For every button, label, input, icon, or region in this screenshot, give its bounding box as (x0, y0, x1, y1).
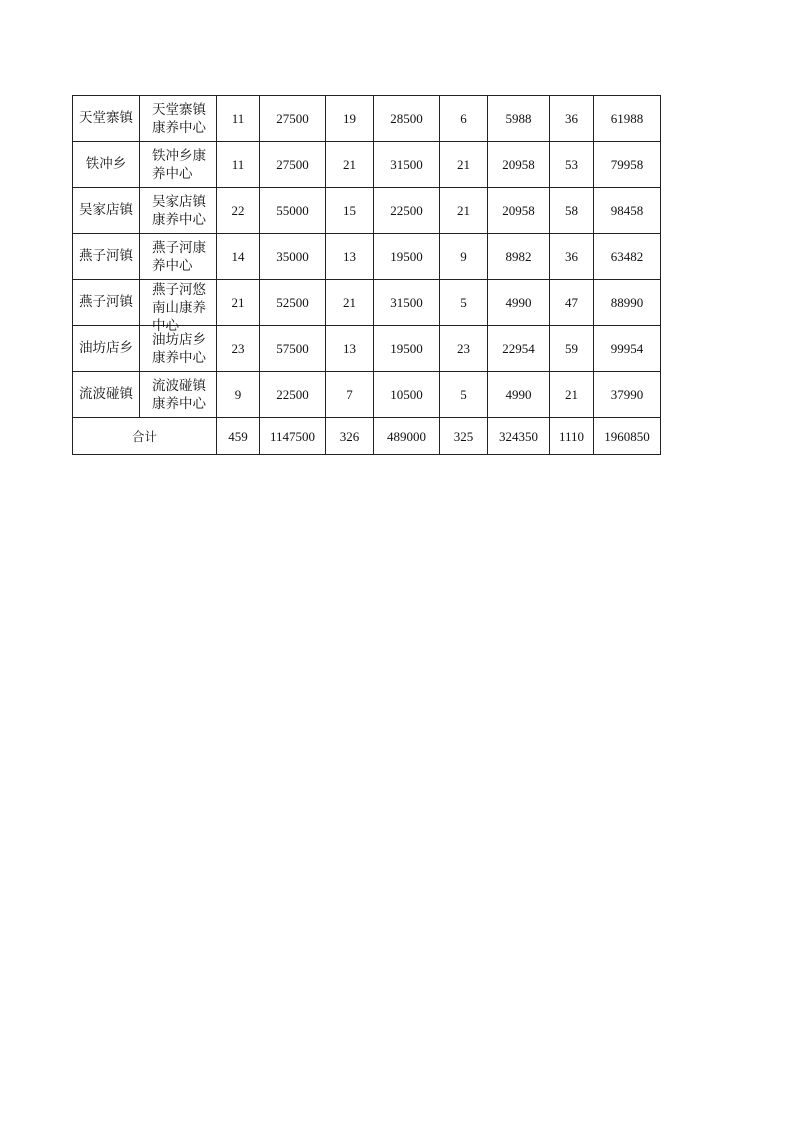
amount-3-cell: 4990 (488, 280, 550, 326)
total-count-cell: 58 (550, 188, 594, 234)
count-2-cell: 7 (326, 372, 374, 418)
count-1-cell: 23 (217, 326, 260, 372)
amount-1-cell: 27500 (260, 142, 326, 188)
total-amount-cell: 99954 (594, 326, 661, 372)
amount-2-cell: 22500 (374, 188, 440, 234)
care-center-cell: 铁冲乡康养中心 (140, 142, 217, 188)
total-amount-cell: 61988 (594, 96, 661, 142)
amount-2-cell: 10500 (374, 372, 440, 418)
amount-2-cell: 19500 (374, 326, 440, 372)
amount-3-cell: 8982 (488, 234, 550, 280)
count-2-cell: 15 (326, 188, 374, 234)
count-3-cell: 21 (440, 142, 488, 188)
count-1-cell: 22 (217, 188, 260, 234)
total-label: 合计 (73, 418, 217, 455)
amount-1-cell: 22500 (260, 372, 326, 418)
count-1-cell: 9 (217, 372, 260, 418)
total-amount-1: 1147500 (260, 418, 326, 455)
count-3-cell: 5 (440, 372, 488, 418)
count-3-cell: 6 (440, 96, 488, 142)
total-amount-cell: 37990 (594, 372, 661, 418)
town-cell: 流波碰镇 (73, 372, 140, 418)
total-count-3: 325 (440, 418, 488, 455)
total-amount-cell: 88990 (594, 280, 661, 326)
table-row (73, 326, 661, 372)
amount-2-cell: 28500 (374, 96, 440, 142)
total-row (73, 418, 661, 455)
amount-3-cell: 20958 (488, 142, 550, 188)
count-3-cell: 23 (440, 326, 488, 372)
town-cell: 油坊店乡 (73, 326, 140, 372)
amount-1-cell: 57500 (260, 326, 326, 372)
amount-1-cell: 35000 (260, 234, 326, 280)
welfare-subsidy-table (72, 95, 661, 455)
amount-3-cell: 22954 (488, 326, 550, 372)
amount-3-cell: 20958 (488, 188, 550, 234)
table-row (73, 96, 661, 142)
care-center-cell: 吴家店镇康养中心 (140, 188, 217, 234)
count-1-cell: 11 (217, 142, 260, 188)
table-row (73, 372, 661, 418)
amount-2-cell: 31500 (374, 142, 440, 188)
amount-3-cell: 5988 (488, 96, 550, 142)
total-amount-3: 324350 (488, 418, 550, 455)
care-center-cell: 燕子河康养中心 (140, 234, 217, 280)
count-2-cell: 13 (326, 234, 374, 280)
total-count-cell: 36 (550, 96, 594, 142)
town-cell: 铁冲乡 (73, 142, 140, 188)
total-count-cell: 21 (550, 372, 594, 418)
total-count-cell: 53 (550, 142, 594, 188)
town-cell: 燕子河镇 (73, 280, 140, 326)
count-2-cell: 21 (326, 280, 374, 326)
count-1-cell: 21 (217, 280, 260, 326)
total-amount-cell: 98458 (594, 188, 661, 234)
total-count-cell: 47 (550, 280, 594, 326)
grand-total-amount: 1960850 (594, 418, 661, 455)
care-center-cell: 油坊店乡康养中心 (140, 326, 217, 372)
amount-1-cell: 52500 (260, 280, 326, 326)
total-count-cell: 59 (550, 326, 594, 372)
count-2-cell: 19 (326, 96, 374, 142)
count-1-cell: 11 (217, 96, 260, 142)
care-center-cell: 流波碰镇康养中心 (140, 372, 217, 418)
count-3-cell: 5 (440, 280, 488, 326)
count-3-cell: 9 (440, 234, 488, 280)
care-center-cell: 燕子河悠南山康养中心 (140, 280, 217, 326)
amount-2-cell: 19500 (374, 234, 440, 280)
total-count-1: 459 (217, 418, 260, 455)
count-2-cell: 21 (326, 142, 374, 188)
amount-1-cell: 27500 (260, 96, 326, 142)
count-1-cell: 14 (217, 234, 260, 280)
table-row (73, 234, 661, 280)
town-cell: 燕子河镇 (73, 234, 140, 280)
town-cell: 天堂寨镇 (73, 96, 140, 142)
total-amount-2: 489000 (374, 418, 440, 455)
total-count-2: 326 (326, 418, 374, 455)
table-row (73, 142, 661, 188)
amount-3-cell: 4990 (488, 372, 550, 418)
count-3-cell: 21 (440, 188, 488, 234)
total-amount-cell: 79958 (594, 142, 661, 188)
table-row (73, 280, 661, 326)
table-body (73, 96, 661, 455)
care-center-cell: 天堂寨镇康养中心 (140, 96, 217, 142)
total-amount-cell: 63482 (594, 234, 661, 280)
total-count-cell: 36 (550, 234, 594, 280)
town-cell: 吴家店镇 (73, 188, 140, 234)
table-row (73, 188, 661, 234)
amount-2-cell: 31500 (374, 280, 440, 326)
count-2-cell: 13 (326, 326, 374, 372)
amount-1-cell: 55000 (260, 188, 326, 234)
grand-total-count: 1110 (550, 418, 594, 455)
